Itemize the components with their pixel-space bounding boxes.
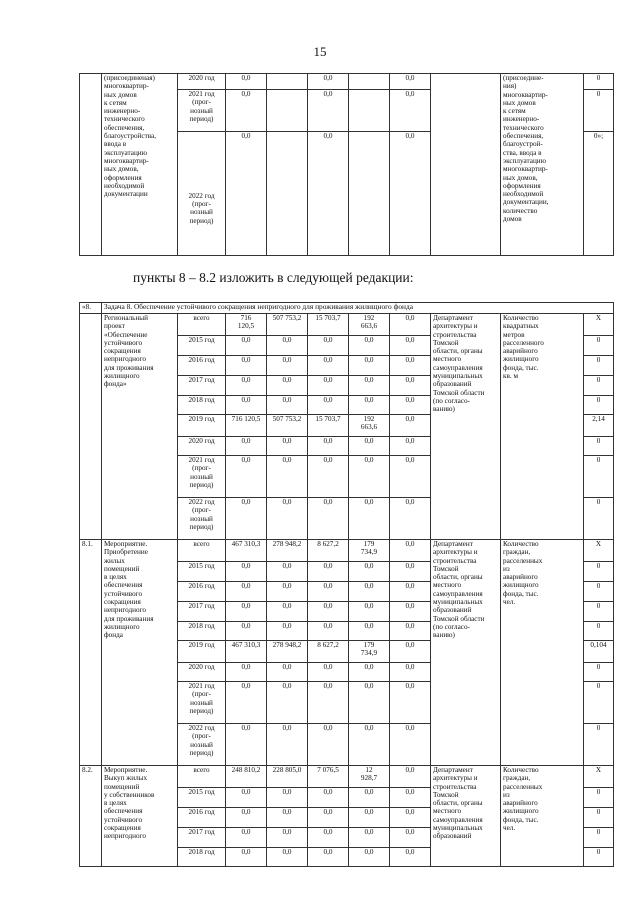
value-federal: 0,0 [267, 848, 308, 867]
value-regional: 0,0 [308, 682, 349, 724]
indicator-value: 2,14 [584, 415, 614, 437]
value-other: 0,0 [390, 641, 431, 663]
value-cell: 0,0 [308, 90, 349, 132]
value-regional: 0,0 [308, 376, 349, 396]
value-federal: 0,0 [267, 336, 308, 356]
year-cell: 2020 год [178, 663, 226, 682]
indicator-name: (присоедине- ния) многоквартир- ных домов к сетям инженерно- технического обеспечения, благоустрой- ства, ввода в эксплуатацию многоквартир- ных домов, оформления необходимой документации, количество домов [501, 74, 584, 256]
indicator-value: 0 [584, 498, 614, 540]
indicator-value: 0 [584, 376, 614, 396]
value-federal: 0,0 [267, 562, 308, 582]
indicator-value: 0 [584, 663, 614, 682]
year-cell: 2020 год [178, 74, 226, 90]
value-other: 0,0 [390, 336, 431, 356]
year-cell: 2016 год [178, 808, 226, 828]
year-cell: всего [178, 766, 226, 788]
value-other: 0,0 [390, 415, 431, 437]
value-other: 0,0 [390, 828, 431, 848]
value-regional: 0,0 [308, 336, 349, 356]
indicator-value: 0 [584, 582, 614, 602]
year-cell: 2019 год [178, 415, 226, 437]
value-local: 0,0 [349, 396, 390, 415]
value-local: 0,0 [349, 456, 390, 498]
value-other: 0,0 [390, 724, 431, 766]
indicator-value: 0 [584, 90, 614, 132]
activity-name: Мероприятие. Приобретение жилых помещений в целях обеспечения устойчивого сокращения непригодного для проживания жилищного фонда [102, 540, 178, 766]
value-other: 0,0 [390, 808, 431, 828]
value-other: 0,0 [390, 602, 431, 622]
value-local: 179 734,9 [349, 540, 390, 562]
year-cell: 2021 год (прог- нозный период) [178, 682, 226, 724]
value-total: 716 120,5 [226, 415, 267, 437]
value-total: 0,0 [226, 456, 267, 498]
value-federal: 0,0 [267, 437, 308, 456]
indicator-value: 0 [584, 808, 614, 828]
activity-name: (присоединеная) многоквартир- ных домов к сетям инженерно- технического обеспечения, благоустройства, ввода в эксплуатацию многоквартир- ных домов, оформления необходимой документации [102, 74, 178, 256]
year-cell: 2017 год [178, 602, 226, 622]
value-regional: 0,0 [308, 848, 349, 867]
indicator-value: X [584, 314, 614, 336]
value-total: 0,0 [226, 848, 267, 867]
value-cell [349, 90, 390, 132]
value-total: 0,0 [226, 663, 267, 682]
value-federal: 0,0 [267, 828, 308, 848]
year-cell: 2017 год [178, 828, 226, 848]
value-cell [267, 132, 308, 256]
value-other: 0,0 [390, 396, 431, 415]
value-other: 0,0 [390, 682, 431, 724]
value-federal: 0,0 [267, 582, 308, 602]
value-cell [267, 74, 308, 90]
value-federal: 0,0 [267, 788, 308, 808]
section-heading: пункты 8 – 8.2 изложить в следующей редакции: [133, 270, 414, 285]
value-other: 0,0 [390, 314, 431, 336]
section-number [80, 314, 102, 540]
indicator-value: 0 [584, 602, 614, 622]
program-table [79, 302, 614, 867]
value-other: 0,0 [390, 582, 431, 602]
year-cell: 2019 год [178, 641, 226, 663]
value-local: 0,0 [349, 848, 390, 867]
value-local: 0,0 [349, 336, 390, 356]
value-regional: 0,0 [308, 498, 349, 540]
value-total: 0,0 [226, 336, 267, 356]
year-cell: 2015 год [178, 336, 226, 356]
value-total: 467 310,3 [226, 641, 267, 663]
value-federal: 0,0 [267, 622, 308, 641]
indicator-value: 0 [584, 562, 614, 582]
value-regional: 8 627,2 [308, 641, 349, 663]
value-other: 0,0 [390, 456, 431, 498]
year-cell: 2022 год (прог- нозный период) [178, 132, 226, 256]
year-cell: 2020 год [178, 437, 226, 456]
value-local: 0,0 [349, 724, 390, 766]
value-local: 0,0 [349, 562, 390, 582]
value-local: 0,0 [349, 437, 390, 456]
year-cell: 2017 год [178, 376, 226, 396]
value-total: 0,0 [226, 622, 267, 641]
value-other: 0,0 [390, 562, 431, 582]
executor-cell: Департамент архитектуры и строительства Томской области, органы местного самоуправления муниципальных образований [431, 766, 501, 867]
value-other: 0,0 [390, 622, 431, 641]
value-federal: 0,0 [267, 498, 308, 540]
value-regional: 8 627,2 [308, 540, 349, 562]
value-local: 192 663,6 [349, 415, 390, 437]
indicator-value: 0 [584, 356, 614, 376]
indicator-value: 0 [584, 396, 614, 415]
value-local: 0,0 [349, 788, 390, 808]
year-cell: всего [178, 314, 226, 336]
year-cell: 2022 год (прог- нозный период) [178, 498, 226, 540]
value-local: 0,0 [349, 622, 390, 641]
year-cell: всего [178, 540, 226, 562]
value-federal: 278 948,2 [267, 641, 308, 663]
value-local: 0,0 [349, 498, 390, 540]
value-local: 0,0 [349, 808, 390, 828]
section-number: 8.2. [80, 766, 102, 867]
value-regional: 15 703,7 [308, 415, 349, 437]
value-other: 0,0 [390, 663, 431, 682]
value-cell: 0,0 [390, 132, 431, 256]
value-local: 0,0 [349, 582, 390, 602]
value-cell [349, 132, 390, 256]
value-regional: 0,0 [308, 562, 349, 582]
row-number-cell [80, 74, 102, 256]
value-local: 192 663,6 [349, 314, 390, 336]
value-local: 0,0 [349, 682, 390, 724]
value-federal: 278 948,2 [267, 540, 308, 562]
executor-cell: Департамент архитектуры и строительства Томской области, органы местного самоуправления муниципальных образований Томской области (по согласо- ванию) [431, 540, 501, 766]
value-other: 0,0 [390, 376, 431, 396]
indicator-name: Количество граждан, расселенных из аварийного жилищного фонда, тыс. чел. [501, 766, 584, 867]
value-federal: 0,0 [267, 456, 308, 498]
value-total: 0,0 [226, 682, 267, 724]
value-regional: 0,0 [308, 808, 349, 828]
table-row [80, 314, 614, 336]
value-other: 0,0 [390, 766, 431, 788]
value-other: 0,0 [390, 498, 431, 540]
value-total: 0,0 [226, 376, 267, 396]
value-total: 0,0 [226, 788, 267, 808]
year-cell: 2016 год [178, 356, 226, 376]
value-cell: 0,0 [390, 74, 431, 90]
year-cell: 2018 год [178, 848, 226, 867]
value-cell: 0,0 [226, 74, 267, 90]
indicator-value: 0 [584, 336, 614, 356]
value-federal: 0,0 [267, 356, 308, 376]
value-regional: 0,0 [308, 788, 349, 808]
value-regional: 0,0 [308, 356, 349, 376]
value-regional: 0,0 [308, 456, 349, 498]
value-federal: 507 753,2 [267, 415, 308, 437]
value-regional: 0,0 [308, 828, 349, 848]
value-federal: 0,0 [267, 682, 308, 724]
value-federal: 0,0 [267, 602, 308, 622]
value-regional: 7 076,5 [308, 766, 349, 788]
executor-cell [431, 74, 501, 256]
activity-name: Региональный проект «Обеспечение устойчивого сокращения непригодного для проживания жилищного фонда» [102, 314, 178, 540]
indicator-value: X [584, 766, 614, 788]
section-number: 8.1. [80, 540, 102, 766]
continuation-table [79, 73, 614, 256]
indicator-value: X [584, 540, 614, 562]
value-total: 0,0 [226, 808, 267, 828]
indicator-value: 0,104 [584, 641, 614, 663]
value-other: 0,0 [390, 788, 431, 808]
year-cell: 2021 год (прог- нозный период) [178, 456, 226, 498]
indicator-value: 0 [584, 682, 614, 724]
value-total: 0,0 [226, 356, 267, 376]
value-local: 0,0 [349, 663, 390, 682]
value-cell: 0,0 [390, 90, 431, 132]
indicator-value: 0 [584, 848, 614, 867]
value-cell: 0,0 [226, 90, 267, 132]
year-cell: 2018 год [178, 622, 226, 641]
value-regional: 0,0 [308, 602, 349, 622]
value-total: 467 310,3 [226, 540, 267, 562]
value-federal: 507 753,2 [267, 314, 308, 336]
value-total: 0,0 [226, 602, 267, 622]
value-regional: 0,0 [308, 663, 349, 682]
value-cell: 0,0 [308, 132, 349, 256]
indicator-name: Количество граждан, расселенных из аварийного жилищного фонда, тыс. чел. [501, 540, 584, 766]
value-other: 0,0 [390, 356, 431, 376]
value-other: 0,0 [390, 437, 431, 456]
value-total: 248 810,2 [226, 766, 267, 788]
value-federal: 228 805,0 [267, 766, 308, 788]
value-regional: 0,0 [308, 724, 349, 766]
table-row [80, 766, 614, 788]
value-total: 0,0 [226, 724, 267, 766]
value-cell [267, 90, 308, 132]
table-row [80, 540, 614, 562]
value-total: 0,0 [226, 498, 267, 540]
value-total: 0,0 [226, 562, 267, 582]
value-total: 0,0 [226, 828, 267, 848]
indicator-value: 0 [584, 456, 614, 498]
indicator-value: 0 [584, 788, 614, 808]
task-number: «8. [80, 303, 102, 314]
value-local: 12 928,7 [349, 766, 390, 788]
indicator-value: 0»; [584, 132, 614, 256]
page-number: 15 [313, 44, 327, 59]
value-other: 0,0 [390, 540, 431, 562]
value-federal: 0,0 [267, 376, 308, 396]
value-federal: 0,0 [267, 724, 308, 766]
value-federal: 0,0 [267, 396, 308, 415]
value-federal: 0,0 [267, 663, 308, 682]
year-cell: 2015 год [178, 788, 226, 808]
year-cell: 2015 год [178, 562, 226, 582]
value-federal: 0,0 [267, 808, 308, 828]
value-total: 716 120,5 [226, 314, 267, 336]
task-title: Задача 8. Обеспечение устойчивого сокращения непригодного для проживания жилищного фонда [102, 303, 614, 314]
executor-cell: Департамент архитектуры и строительства Томской области, органы местного самоуправления муниципальных образований Томской области (по согласо- ванию) [431, 314, 501, 540]
value-local: 0,0 [349, 376, 390, 396]
value-regional: 15 703,7 [308, 314, 349, 336]
value-total: 0,0 [226, 437, 267, 456]
value-other: 0,0 [390, 848, 431, 867]
year-cell: 2018 год [178, 396, 226, 415]
value-local: 0,0 [349, 356, 390, 376]
indicator-value: 0 [584, 724, 614, 766]
value-regional: 0,0 [308, 582, 349, 602]
indicator-value: 0 [584, 828, 614, 848]
value-regional: 0,0 [308, 437, 349, 456]
value-total: 0,0 [226, 582, 267, 602]
value-local: 0,0 [349, 828, 390, 848]
value-cell: 0,0 [308, 74, 349, 90]
indicator-value: 0 [584, 74, 614, 90]
year-cell: 2016 год [178, 582, 226, 602]
activity-name: Мероприятие. Выкуп жилых помещений у собственников в целях обеспечения устойчивого сокращения непригодного [102, 766, 178, 867]
value-regional: 0,0 [308, 396, 349, 415]
value-cell [349, 74, 390, 90]
indicator-value: 0 [584, 437, 614, 456]
value-local: 179 734,9 [349, 641, 390, 663]
indicator-name: Количество квадратных метров расселенного аварийного жилищного фонда, тыс. кв. м [501, 314, 584, 540]
value-regional: 0,0 [308, 622, 349, 641]
value-local: 0,0 [349, 602, 390, 622]
year-cell: 2021 год (прог- нозный период) [178, 90, 226, 132]
indicator-value: 0 [584, 622, 614, 641]
value-total: 0,0 [226, 396, 267, 415]
year-cell: 2022 год (прог- нозный период) [178, 724, 226, 766]
value-cell: 0,0 [226, 132, 267, 256]
